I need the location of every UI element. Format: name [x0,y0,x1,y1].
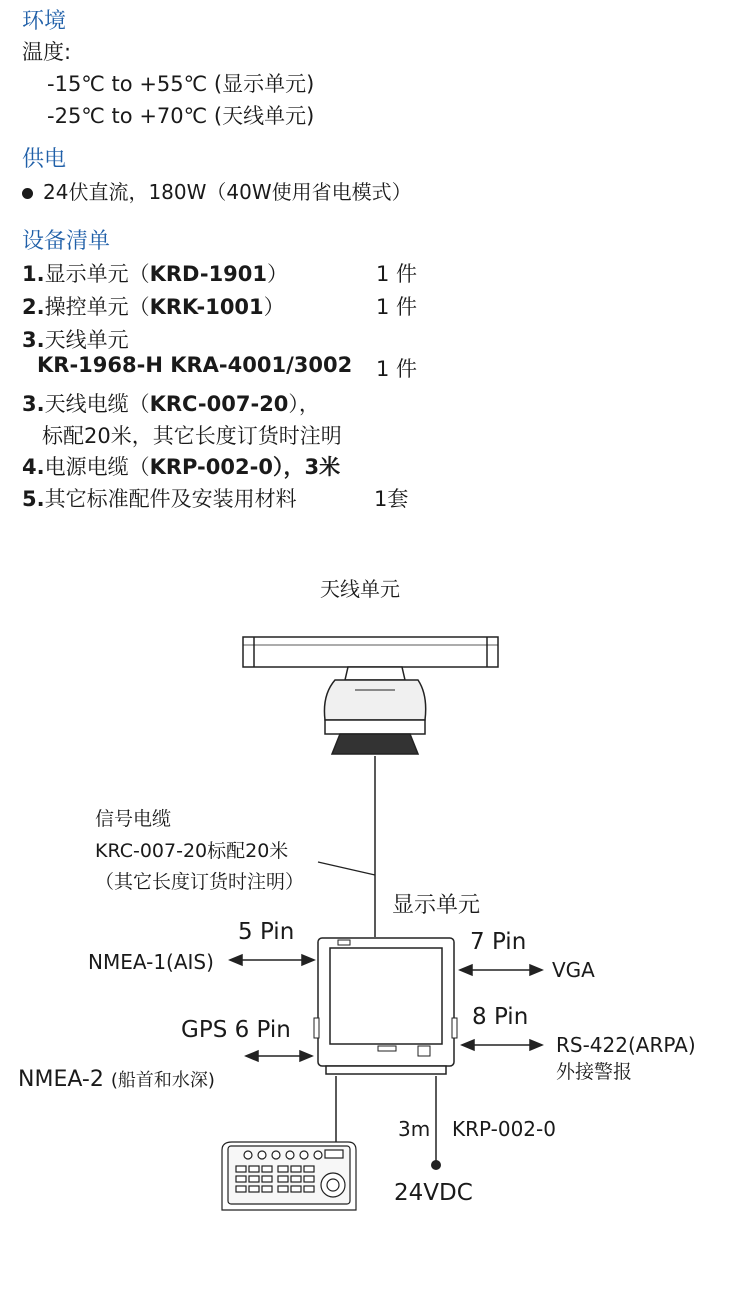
item-number: 3. [22,328,45,352]
temperature-label: 温度: [22,40,72,64]
signal-cable-note: （其它长度订货时注明） [95,871,305,893]
item-name: 其它标准配件及安装用材料 [44,487,297,511]
signal-cable-label: 信号电缆 [95,808,172,830]
pin5-label: 5 Pin [238,919,295,945]
display-unit-label: 显示单元 [392,893,481,918]
item-model: KRC-007-20 [149,392,289,416]
item-model: KR-1968-H KRA-4001/3002 [37,353,353,377]
pin8-label: 8 Pin [472,1004,529,1030]
item-model: KRD-1901 [149,262,268,286]
item-number: 1. [22,262,45,286]
pin7-label: 7 Pin [470,929,527,955]
environment-heading: 环境 [22,9,67,34]
power-terminal-icon [431,1160,441,1170]
power-text: 24伏直流，180W（40W使用省电模式） [43,180,412,204]
item-quantity: 1 件 [376,262,418,286]
item-number: 3. [22,392,45,416]
nmea2-note: (船首和水深) [110,1070,215,1091]
voltage-label: 24VDC [394,1180,473,1206]
control-unit-icon [222,1142,356,1210]
item-name: 天线电缆（ [44,392,150,416]
nmea2-label [18,1066,215,1092]
item-quantity: 1 件 [376,357,418,381]
external-alarm-label: 外接警报 [556,1061,633,1083]
item-quantity: 1套 [374,487,409,511]
item-name: 操控单元（ [44,295,150,319]
nmea2-text: NMEA-2 [18,1067,104,1092]
antenna-icon [243,637,498,754]
item-number: 4. [22,455,45,479]
power-heading: 供电 [22,147,67,172]
item-number: 2. [22,295,45,319]
rs422-label: RS-422(ARPA) [556,1033,696,1057]
item-suffix: ） [263,295,285,319]
gps-pin-label: GPS 6 Pin [181,1017,291,1043]
item-model: KRP-002-0 [149,455,273,479]
signal-cable-model: KRC-007-20标配20米 [95,840,289,862]
antenna-unit-label: 天线单元 [320,577,400,601]
display-unit-icon [314,938,457,1074]
item-model: KRK-1001 [149,295,264,319]
item-name: 标配20米，其它长度订货时注明 [42,424,342,448]
item-name: 显示单元（ [44,262,150,286]
item-name: 天线单元 [44,328,129,352]
item-name: 电源电缆（ [44,455,150,479]
nmea1-label: NMEA-1(AIS) [88,950,214,974]
vga-label: VGA [552,958,595,982]
item-quantity: 1 件 [376,295,418,319]
item-number: 5. [22,487,45,511]
temp-display-unit: -15℃ to +55℃ (显示单元) [47,72,315,96]
temp-antenna-unit: -25℃ to +70℃ (天线单元) [47,104,315,128]
item-suffix: ） [267,262,289,286]
equipment-heading: 设备清单 [22,229,111,254]
item-suffix: ）， [288,392,320,416]
power-cable-model: KRP-002-0 [452,1117,556,1141]
cable-length-label: 3m [398,1117,431,1141]
item-suffix: ），3米 [272,455,341,479]
